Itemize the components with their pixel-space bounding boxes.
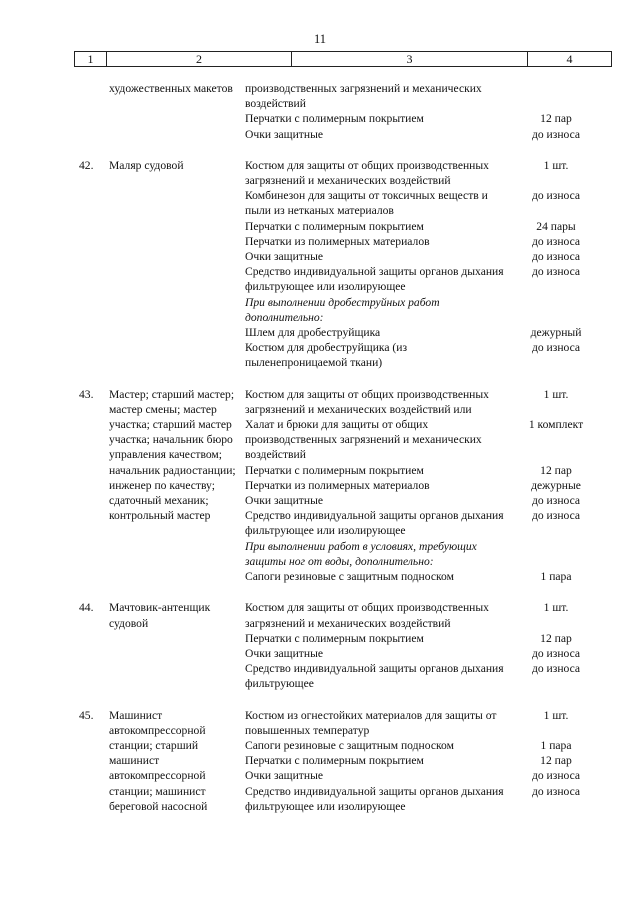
ppe-list — [245, 708, 605, 814]
issue-norm: до износа — [531, 784, 581, 798]
ppe-item — [245, 784, 605, 814]
issue-norm: 12 пар — [540, 112, 572, 126]
issue-norm: до износа — [531, 662, 581, 676]
issue-norm: 1 шт. — [543, 708, 569, 722]
ppe-item-name: Очки защитные — [245, 494, 324, 508]
ppe-item-name: Костюм для защиты от общих производственных загрязнений и механических воздействий — [245, 601, 489, 630]
ppe-item — [245, 631, 605, 646]
issue-norm: до износа — [531, 234, 581, 248]
ppe-item — [245, 127, 605, 142]
condition-note — [245, 539, 605, 569]
profession-name: Мачтовик-антенщик судовой — [109, 601, 211, 630]
profession-name: Маляр судовой — [109, 158, 184, 172]
ppe-item — [245, 493, 605, 508]
table-row — [0, 387, 640, 585]
row-number: 43. — [79, 387, 94, 401]
condition-note — [245, 295, 605, 325]
ppe-item — [245, 188, 605, 218]
issue-norm: 1 шт. — [543, 387, 569, 401]
issue-norm: до износа — [531, 509, 581, 523]
issue-norm: до износа — [531, 127, 581, 141]
issue-norm: до износа — [531, 265, 581, 279]
ppe-item — [245, 738, 605, 753]
issue-norm: до износа — [531, 494, 581, 508]
ppe-item-name: При выполнении дробеструйных работ дополнительно: — [245, 295, 440, 324]
ppe-item — [245, 387, 605, 417]
ppe-item — [245, 753, 605, 768]
issue-norm: 1 комплект — [528, 418, 584, 432]
ppe-item-name: Очки защитные — [245, 769, 324, 783]
column-header-3: 3 — [292, 52, 528, 66]
ppe-item — [245, 478, 605, 493]
issue-norm: дежурный — [530, 326, 582, 340]
table-row — [0, 81, 640, 142]
ppe-item-name: При выполнении работ в условиях, требующих защиты ног от воды, дополнительно: — [245, 539, 477, 568]
row-number: 44. — [79, 601, 94, 615]
ppe-item-name: Очки защитные — [245, 646, 324, 660]
ppe-item-name: Перчатки из полимерных материалов — [245, 478, 430, 492]
issue-norm: 1 пара — [540, 738, 572, 752]
ppe-item-name: Средство индивидуальной защиты органов дыхания фильтрующее или изолирующее — [245, 784, 504, 813]
issue-norm: 12 пар — [540, 754, 572, 768]
ppe-item-name: Средство индивидуальной защиты органов дыхания фильтрующее или изолирующее — [245, 509, 504, 538]
row-number: 45. — [79, 708, 94, 722]
profession-name: Мастер; старший мастер; мастер смены; мастер участка; старший мастер участка; начальник бюро управления качеством; начальник радиостанции; инженер по качеству; сдаточный механик; контрольный мастер — [109, 387, 236, 523]
ppe-item-name: Костюм для защиты от общих производственных загрязнений и механических воздействий — [245, 158, 489, 188]
issue-norm: 1 пара — [540, 570, 572, 584]
ppe-list — [245, 600, 605, 691]
profession-name: художественных макетов — [109, 82, 233, 95]
issue-norm: 12 пар — [540, 631, 572, 645]
issue-norm: до износа — [531, 646, 581, 660]
ppe-item — [245, 219, 605, 234]
ppe-item-name: Сапоги резиновые с защитным подноском — [245, 570, 454, 584]
ppe-item-name: Средство индивидуальной защиты органов дыхания фильтрующее — [245, 662, 504, 691]
ppe-list — [245, 81, 605, 142]
ppe-item — [245, 569, 605, 584]
ppe-item-name: Очки защитные — [245, 250, 324, 264]
ppe-item — [245, 81, 605, 111]
ppe-item-name: Костюм для защиты от общих производственных загрязнений и механических воздействий или — [245, 387, 489, 416]
ppe-item-name: Очки защитные — [245, 127, 324, 141]
ppe-item — [245, 708, 605, 738]
ppe-item-name: Костюм из огнестойких материалов для защиты от повышенных температур — [245, 708, 497, 737]
ppe-item-name: Перчатки с полимерным покрытием — [245, 754, 424, 768]
issue-norm: до износа — [531, 769, 581, 783]
ppe-item-name: производственных загрязнений и механических воздействий — [245, 82, 482, 111]
ppe-item — [245, 646, 605, 661]
ppe-item — [245, 111, 605, 126]
issue-norm: 24 пары — [536, 219, 576, 233]
ppe-list — [245, 387, 605, 585]
ppe-item-name: Шлем для дробеструйщика — [245, 326, 381, 340]
ppe-item — [245, 600, 605, 630]
issue-norm: 1 шт. — [543, 158, 569, 172]
issue-norm: дежурные — [531, 478, 581, 492]
issue-norm: до износа — [531, 189, 581, 203]
table-row — [0, 158, 640, 371]
ppe-item-name: Комбинезон для защиты от токсичных веществ и пыли из нетканых материалов — [245, 189, 488, 218]
row-number: 42. — [79, 158, 94, 172]
profession-name: Машинист автокомпрессорной станции; старший машинист автокомпрессорной станции; машинист береговой насосной — [109, 708, 208, 813]
ppe-item — [245, 234, 605, 249]
issue-norm: 12 пар — [540, 463, 572, 477]
column-header-1: 1 — [75, 52, 107, 66]
ppe-item-name: Перчатки из полимерных материалов — [245, 234, 430, 248]
ppe-item — [245, 768, 605, 783]
ppe-item-name: Перчатки с полимерным покрытием — [245, 112, 424, 126]
column-header-row — [74, 51, 612, 67]
ppe-list — [245, 158, 605, 371]
ppe-item — [245, 661, 605, 691]
column-header-2: 2 — [107, 52, 292, 66]
ppe-item-name: Сапоги резиновые с защитным подноском — [245, 738, 454, 752]
ppe-item — [245, 264, 605, 294]
ppe-item — [245, 340, 605, 370]
issue-norm: до износа — [531, 341, 581, 355]
ppe-item-name: Перчатки с полимерным покрытием — [245, 219, 424, 233]
ppe-item-name: Халат и брюки для защиты от общих производственных загрязнений и механических воздействий — [245, 418, 482, 462]
ppe-item — [245, 249, 605, 264]
ppe-item — [245, 417, 605, 463]
issue-norm: 1 шт. — [543, 601, 569, 615]
page-number: 11 — [313, 32, 327, 46]
ppe-item — [245, 325, 605, 340]
ppe-item — [245, 158, 605, 188]
ppe-item — [245, 508, 605, 538]
ppe-item — [245, 463, 605, 478]
issue-norm: до износа — [531, 250, 581, 264]
table-body — [0, 81, 640, 814]
table-row — [0, 600, 640, 691]
table-row — [0, 708, 640, 814]
ppe-item-name: Средство индивидуальной защиты органов дыхания фильтрующее или изолирующее — [245, 265, 504, 294]
ppe-item-name: Перчатки с полимерным покрытием — [245, 631, 424, 645]
ppe-item-name: Костюм для дробеструйщика (из пыленепроницаемой ткани) — [245, 341, 408, 370]
column-header-4: 4 — [566, 52, 573, 66]
ppe-item-name: Перчатки с полимерным покрытием — [245, 463, 424, 477]
